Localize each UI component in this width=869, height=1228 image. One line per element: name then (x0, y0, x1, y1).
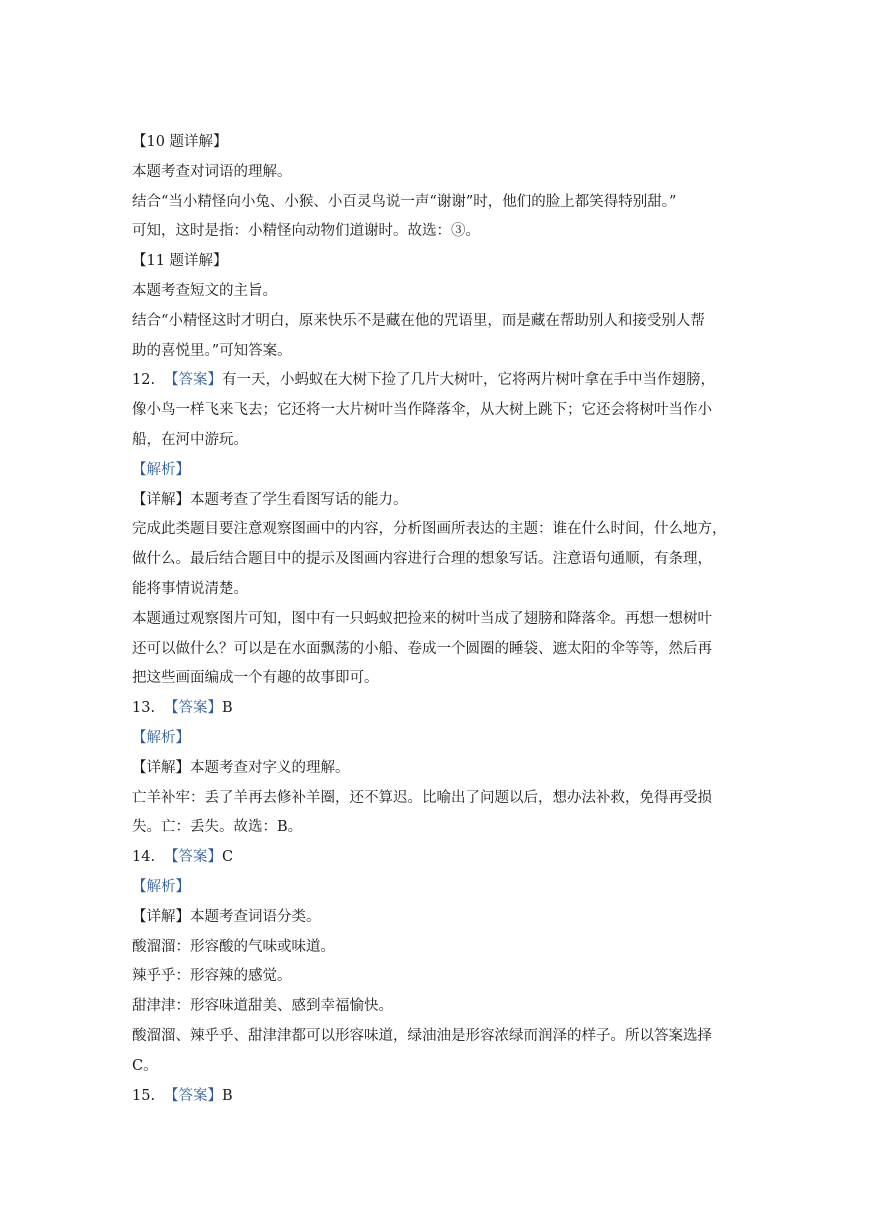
text-line (132, 396, 742, 426)
text-line (132, 456, 742, 486)
line-text: 把这些画面编成一个有趣的故事即可。 (132, 670, 379, 687)
answer-tag: 【答案】 (164, 372, 222, 389)
line-text: 【详解】本题考查对字义的理解。 (132, 759, 350, 776)
answer-tag: 【答案】 (164, 700, 222, 717)
line-text: 本题考查短文的主旨。 (132, 282, 277, 299)
text-line (132, 158, 742, 188)
line-text: 【10 题详解】 (132, 134, 228, 150)
text-line (132, 784, 742, 814)
text-line (132, 992, 742, 1022)
text-line (132, 962, 742, 992)
line-text: 辣乎乎：形容辣的感觉。 (132, 968, 292, 985)
question-number: 14. (132, 849, 156, 866)
text-line (132, 128, 742, 158)
text-line (132, 843, 742, 873)
text-line (132, 307, 742, 337)
line-text: 船，在河中游玩。 (132, 431, 248, 448)
text-line (132, 813, 742, 843)
line-text: 【详解】本题考查了学生看图写话的能力。 (132, 491, 408, 508)
line-text: 酸溜溜：形容酸的气味或味道。 (132, 938, 335, 955)
text-line (132, 873, 742, 903)
line-text: 可知，这时是指：小精怪向动物们道谢时。故选：③。 (132, 223, 480, 240)
analysis-tag: 【解析】 (132, 729, 190, 746)
answer-tag: 【答案】 (164, 849, 222, 866)
page-content (132, 128, 742, 1111)
text-line (132, 545, 742, 575)
line-text: 本题考查对词语的理解。 (132, 163, 292, 180)
line-text: 本题通过观察图片可知，图中有一只蚂蚁把捡来的树叶当成了翅膀和降落伞。再想一想树叶 (132, 610, 712, 627)
line-text: C。 (132, 1057, 158, 1074)
text-line (132, 188, 742, 218)
line-text: 像小鸟一样飞来飞去；它还将一大片树叶当作降落伞，从大树上跳下；它还会将树叶当作小 (132, 402, 712, 419)
analysis-tag: 【解析】 (132, 878, 190, 895)
line-text: 做什么。最后结合题目中的提示及图画内容进行合理的想象写话。注意语句通顺，有条理， (132, 551, 712, 568)
line-text: 结合“当小精怪向小兔、小猴、小百灵鸟说一声“谢谢”时，他们的脸上都笑得特别甜。” (132, 193, 677, 210)
text-line (132, 277, 742, 307)
text-line (132, 694, 742, 724)
text-line (132, 664, 742, 694)
question-number: 13. (132, 700, 156, 717)
line-text: 助的喜悦里。”可知答案。 (132, 342, 292, 359)
line-text: 【详解】本题考查词语分类。 (132, 908, 321, 925)
text-line (132, 366, 742, 396)
line-text: 能将事情说清楚。 (132, 580, 248, 597)
text-line (132, 724, 742, 754)
question-number: 12. (132, 372, 156, 389)
line-text: 酸溜溜、辣乎乎、甜津津都可以形容味道，绿油油是形容浓绿而润泽的样子。所以答案选择 (132, 1027, 712, 1044)
line-text: C (222, 849, 234, 866)
text-line (132, 635, 742, 665)
question-number: 15. (132, 1087, 156, 1104)
text-line (132, 515, 742, 545)
text-line (132, 903, 742, 933)
text-line (132, 605, 742, 635)
text-line (132, 337, 742, 367)
line-text: 亡羊补牢：丢了羊再去修补羊圈，还不算迟。比喻出了问题以后，想办法补救，免得再受损 (132, 789, 712, 806)
line-text: 甜津津：形容味道甜美、感到幸福愉快。 (132, 998, 393, 1015)
text-line (132, 575, 742, 605)
analysis-tag: 【解析】 (132, 461, 190, 478)
line-text: B (222, 700, 233, 717)
answer-tag: 【答案】 (164, 1087, 222, 1104)
text-line (132, 1022, 742, 1052)
text-line (132, 1052, 742, 1082)
text-line (132, 486, 742, 516)
line-text: 【11 题详解】 (132, 253, 228, 270)
text-line (132, 754, 742, 784)
text-line (132, 426, 742, 456)
text-line (132, 933, 742, 963)
line-text: 结合“小精怪这时才明白，原来快乐不是藏在他的咒语里，而是藏在帮助别人和接受别人帮 (132, 312, 705, 329)
line-text: B (222, 1087, 233, 1104)
text-line (132, 247, 742, 277)
line-text: 失。亡：丢失。故选：B。 (132, 819, 303, 836)
line-text: 有一天，小蚂蚁在大树下捡了几片大树叶，它将两片树叶拿在手中当作翅膀， (222, 372, 715, 389)
line-text: 还可以做什么？可以是在水面飘荡的小船、卷成一个圆圈的睡袋、遮太阳的伞等等，然后再 (132, 640, 712, 657)
line-text: 完成此类题目要注意观察图画中的内容，分析图画所表达的主题：谁在什么时间，什么地方， (132, 521, 727, 538)
text-line (132, 217, 742, 247)
text-line (132, 1082, 742, 1112)
